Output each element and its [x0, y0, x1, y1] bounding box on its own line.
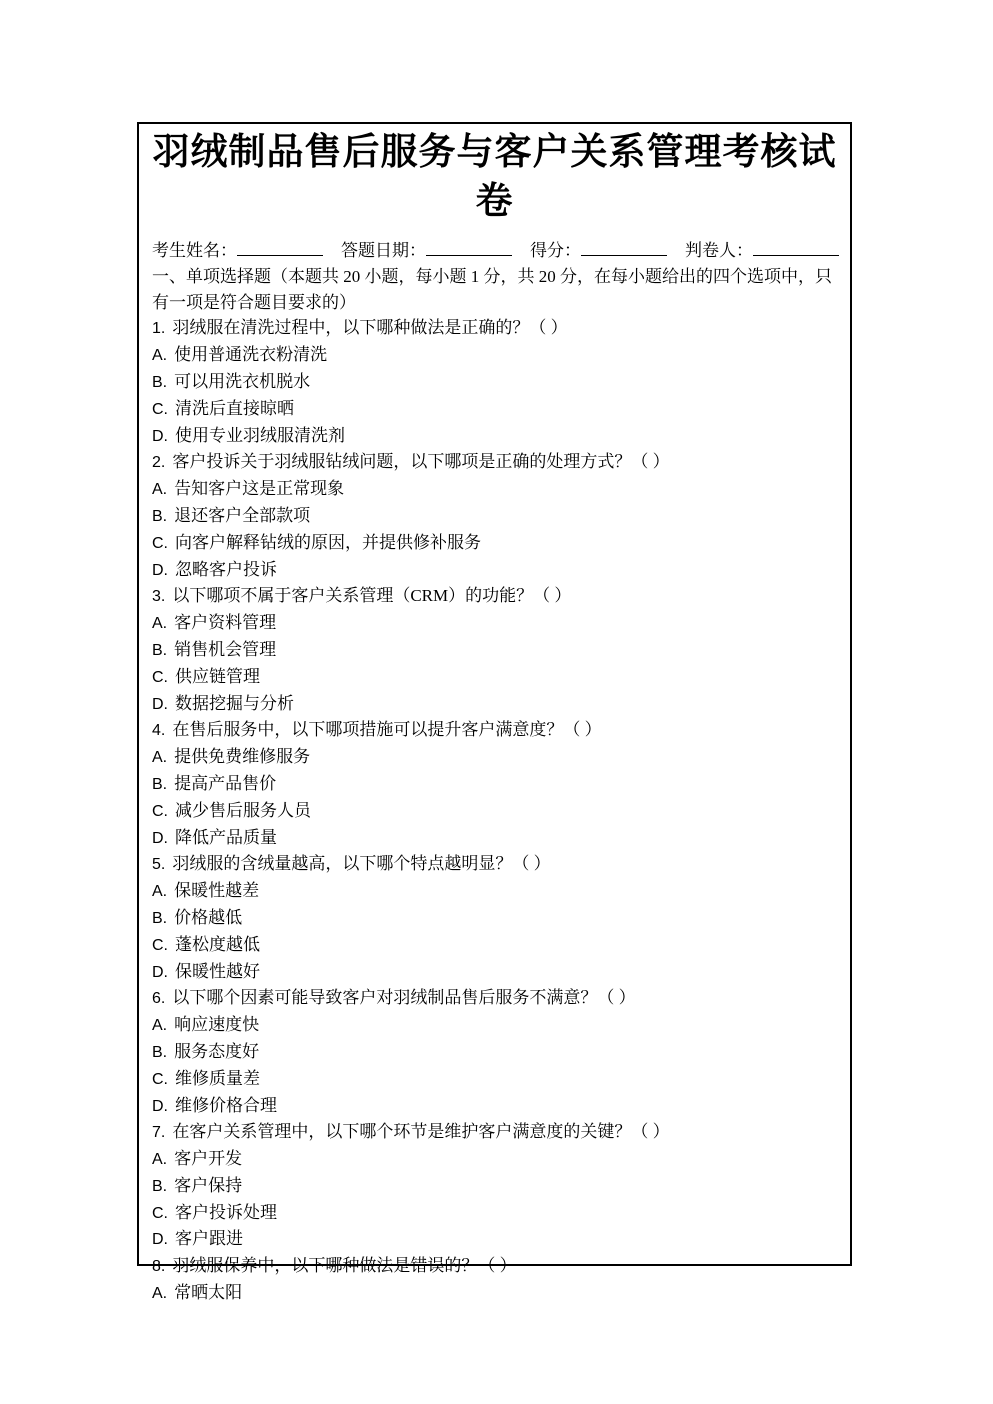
option-line: [152, 771, 837, 798]
exam-sheet: [137, 122, 852, 1303]
option-label: B.: [152, 775, 168, 793]
option-label: D.: [152, 1097, 168, 1115]
question-number: 5.: [152, 856, 166, 874]
option-text: 维修价格合理: [175, 1095, 277, 1115]
option-text: 保暖性越好: [175, 961, 260, 981]
option-label: B.: [152, 641, 168, 659]
question-text: 在客户关系管理中，以下哪个环节是维护客户满意度的关键？（ ）: [172, 1122, 670, 1142]
option-label: A.: [152, 1285, 168, 1303]
header-field-label: 答题日期：: [341, 241, 426, 260]
question-block: [152, 851, 837, 985]
option-line: [152, 798, 837, 825]
option-text: 服务态度好: [174, 1041, 260, 1061]
option-label: A.: [152, 749, 168, 767]
header-field-label: 考生姓名：: [152, 241, 237, 260]
option-label: D.: [152, 1231, 168, 1249]
option-text: 减少售后服务人员: [175, 800, 311, 820]
option-text: 常晒太阳: [174, 1283, 243, 1303]
question-number: 1.: [152, 320, 166, 338]
option-text: 客户资料管理: [174, 613, 277, 633]
question-block: [152, 315, 837, 449]
option-text: 向客户解释钻绒的原因，并提供修补服务: [175, 532, 481, 552]
option-line: [152, 342, 837, 369]
question-number: 6.: [152, 990, 166, 1008]
option-label: A.: [152, 883, 168, 901]
option-text: 忽略客户投诉: [175, 559, 277, 579]
option-line: [152, 476, 837, 503]
option-text: 使用专业羽绒服清洗剂: [175, 425, 345, 445]
option-line: [152, 396, 837, 423]
fill-in-blank: [581, 239, 667, 256]
option-line: [152, 610, 837, 637]
question-number: 3.: [152, 588, 166, 606]
option-text: 提供免费维修服务: [174, 747, 311, 767]
question-line: [152, 583, 837, 610]
option-text: 可以用洗衣机脱水: [174, 371, 311, 391]
option-line: [152, 423, 837, 450]
option-line: [152, 1226, 837, 1253]
option-line: [152, 1093, 837, 1120]
question-line: [152, 315, 837, 342]
option-label: B.: [152, 909, 168, 927]
option-text: 使用普通洗衣粉清洗: [174, 345, 328, 365]
section-intro: 一、单项选择题（本题共 20 小题，每小题 1 分，共 20 分，在每小题给出的四个选项中，只有一项是符合题目要求的）: [152, 266, 832, 312]
option-line: [152, 878, 837, 905]
option-line: [152, 691, 837, 718]
fill-in-blank: [753, 239, 839, 256]
question-text: 在售后服务中，以下哪项措施可以提升客户满意度？（ ）: [172, 720, 602, 740]
option-line: [152, 959, 837, 986]
option-text: 清洗后直接晾晒: [175, 398, 294, 418]
question-line: [152, 985, 837, 1012]
option-text: 响应速度快: [174, 1015, 260, 1035]
option-text: 价格越低: [174, 907, 243, 927]
option-text: 供应链管理: [175, 666, 260, 686]
option-label: D.: [152, 963, 168, 981]
option-label: B.: [152, 373, 168, 391]
page-title: 羽绒制品售后服务与客户关系管理考核试卷: [152, 132, 837, 222]
question-number: 4.: [152, 722, 166, 740]
option-label: D.: [152, 829, 168, 847]
fill-in-blank: [426, 239, 512, 256]
question-text: 羽绒服保养中，以下哪种做法是错误的？（ ）: [172, 1256, 517, 1276]
header-field-label: 判卷人：: [685, 241, 753, 260]
option-line: [152, 1066, 837, 1093]
question-text: 羽绒服的含绒量越高，以下哪个特点越明显？（ ）: [172, 854, 551, 874]
option-line: [152, 369, 837, 396]
option-label: B.: [152, 507, 168, 525]
question-text: 羽绒服在清洗过程中，以下哪种做法是正确的？（ ）: [172, 318, 568, 338]
option-line: [152, 503, 837, 530]
option-label: A.: [152, 615, 168, 633]
option-text: 保暖性越差: [174, 881, 260, 901]
question-text: 以下哪个因素可能导致客户对羽绒制品售后服务不满意？（ ）: [172, 988, 636, 1008]
question-number: 7.: [152, 1124, 166, 1142]
option-line: [152, 1039, 837, 1066]
option-text: 客户开发: [174, 1149, 243, 1169]
option-text: 降低产品质量: [175, 827, 277, 847]
option-label: C.: [152, 1204, 168, 1222]
option-line: [152, 1012, 837, 1039]
question-line: [152, 449, 837, 476]
option-text: 数据挖掘与分析: [175, 693, 294, 713]
option-line: [152, 557, 837, 584]
option-text: 告知客户这是正常现象: [174, 479, 345, 499]
option-line: [152, 1280, 837, 1307]
option-label: A.: [152, 1151, 168, 1169]
question-number: 8.: [152, 1258, 166, 1276]
question-block: [152, 1253, 837, 1307]
header-fields-row: [152, 238, 837, 264]
question-line: [152, 1253, 837, 1280]
question-text: 客户投诉关于羽绒服钻绒问题，以下哪项是正确的处理方式？（ ）: [172, 452, 670, 472]
option-text: 销售机会管理: [174, 639, 277, 659]
question-line: [152, 717, 837, 744]
option-label: C.: [152, 936, 168, 954]
question-block: [152, 583, 837, 717]
option-line: [152, 905, 837, 932]
question-block: [152, 1119, 837, 1253]
option-label: D.: [152, 695, 168, 713]
option-label: C.: [152, 668, 168, 686]
option-line: [152, 1146, 837, 1173]
option-line: [152, 744, 837, 771]
option-label: C.: [152, 802, 168, 820]
question-block: [152, 985, 837, 1119]
question-line: [152, 851, 837, 878]
fill-in-blank: [237, 239, 323, 256]
option-line: [152, 530, 837, 557]
option-label: A.: [152, 481, 168, 499]
option-text: 客户保持: [174, 1175, 243, 1195]
option-text: 客户投诉处理: [175, 1202, 277, 1222]
option-label: C.: [152, 400, 168, 418]
option-text: 退还客户全部款项: [174, 505, 311, 525]
option-label: D.: [152, 427, 168, 445]
question-text: 以下哪项不属于客户关系管理（CRM）的功能？（ ）: [172, 586, 572, 606]
option-line: [152, 825, 837, 852]
option-text: 蓬松度越低: [175, 934, 260, 954]
option-label: A.: [152, 347, 168, 365]
option-line: [152, 1173, 837, 1200]
question-block: [152, 717, 837, 851]
question-line: [152, 1119, 837, 1146]
option-line: [152, 932, 837, 959]
option-line: [152, 664, 837, 691]
header-field-label: 得分：: [530, 241, 581, 260]
question-number: 2.: [152, 454, 166, 472]
question-block: [152, 449, 837, 583]
option-label: A.: [152, 1017, 168, 1035]
option-label: D.: [152, 561, 168, 579]
option-text: 客户跟进: [175, 1229, 243, 1249]
option-line: [152, 1200, 837, 1227]
option-text: 维修质量差: [175, 1068, 260, 1088]
option-text: 提高产品售价: [174, 773, 277, 793]
option-label: C.: [152, 1070, 168, 1088]
questions-list: [152, 315, 837, 1306]
option-label: B.: [152, 1043, 168, 1061]
option-line: [152, 637, 837, 664]
option-label: C.: [152, 534, 168, 552]
option-label: B.: [152, 1177, 168, 1195]
